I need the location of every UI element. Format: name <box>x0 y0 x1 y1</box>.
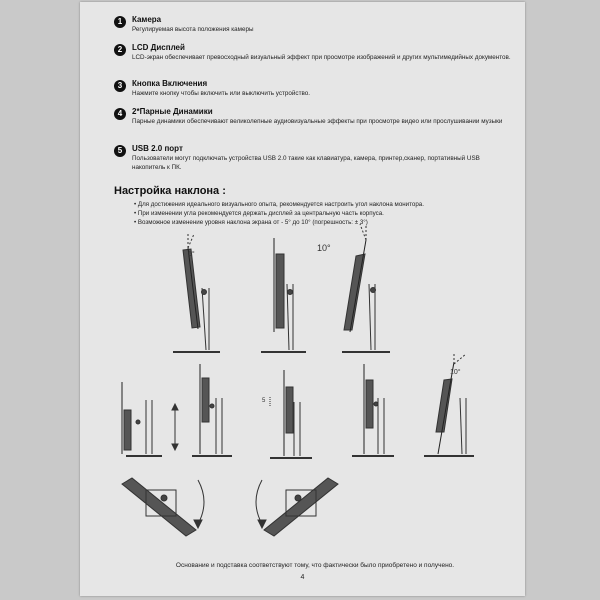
monitor-tilt-back <box>424 352 474 456</box>
manual-page <box>80 2 525 596</box>
monitor-straight <box>352 364 394 456</box>
feature-title: 2*Парные Динамики <box>132 107 213 116</box>
monitor-tilt-plus10 <box>317 224 390 352</box>
tilt-bullet: • Возможное изменение уровня наклона экрана от - 5° до 10° (погрешность: ± 3°) <box>134 219 368 226</box>
feature-desc: Парные динамики обеспечивают великолепные аудиовизуальные эффекты при просмотре видео или прослушивании музыки <box>132 118 503 125</box>
feature-desc: Пользователи могут подключать устройства USB 2.0 такие как клавиатура, камера, принтер,сканер, портативный USB накопитель к ПК. <box>132 155 480 171</box>
page-number: 4 <box>300 574 305 581</box>
feature-number: 2 <box>114 44 126 56</box>
monitor-tilt-minus5 <box>173 232 220 352</box>
height-arrow <box>172 404 178 450</box>
monitor-tilt-zero <box>261 238 306 352</box>
feature-title: Кнопка Включения <box>132 79 208 88</box>
monitor-rotate-right <box>256 478 338 536</box>
monitor-rotate-left <box>122 478 204 536</box>
angle-label: 10° <box>317 243 331 253</box>
feature-desc: Нажмите кнопку чтобы включить или выключить устройство. <box>132 90 310 97</box>
tilt-diagrams <box>80 2 525 596</box>
feature-number: 1 <box>114 16 126 28</box>
tilt-heading: Настройка наклона : <box>114 185 226 197</box>
monitor-height-5 <box>262 370 312 458</box>
monitor-low <box>122 382 162 456</box>
footer-note: Основание и подставка соответствуют тому, что фактически было приобретено и получено. <box>175 562 455 569</box>
angle-label: 10° <box>450 369 461 376</box>
tilt-bullet: • При изменении угла рекомендуется держать дисплей за центральную часть корпуса. <box>134 210 384 217</box>
monitor-high <box>192 364 232 456</box>
feature-number: 5 <box>114 145 126 157</box>
feature-title: USB 2.0 порт <box>132 144 183 153</box>
feature-desc: LCD-экран обеспечивает превосходный визуальный эффект при просмотре изображений и других мультимедийных документов. <box>132 54 511 61</box>
tilt-bullet: • Для достижения идеального визуального опыта, рекомендуется настроить угол наклона монитора. <box>134 201 424 208</box>
height-label: 5 <box>262 398 266 404</box>
feature-number: 3 <box>114 80 126 92</box>
feature-number: 4 <box>114 108 126 120</box>
angle-label: 5° <box>188 251 195 258</box>
feature-title: Камера <box>132 15 162 24</box>
feature-desc: Регулируемая высота положения камеры <box>132 26 254 33</box>
feature-title: LCD Дисплей <box>132 43 185 52</box>
